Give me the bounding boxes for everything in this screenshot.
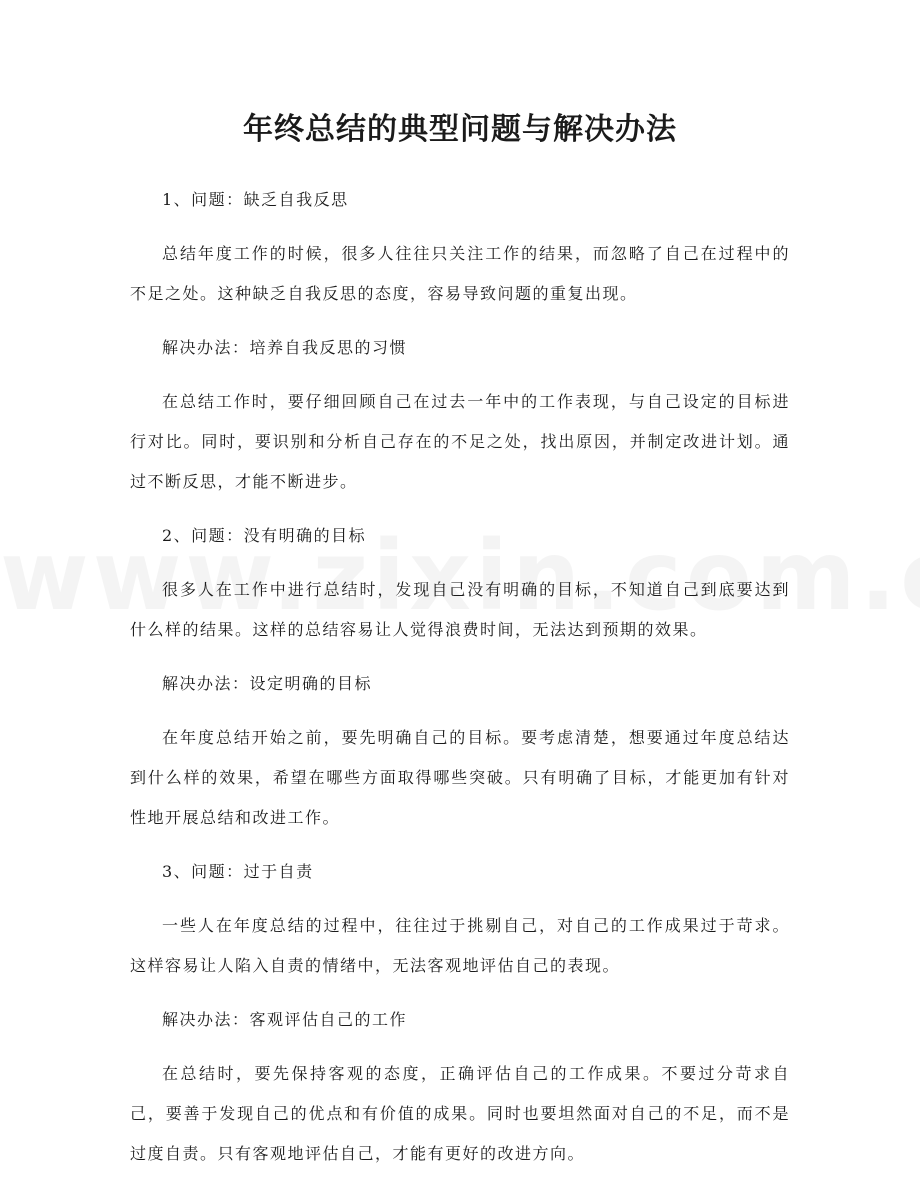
paragraph-problem-1: 总结年度工作的时候，很多人往往只关注工作的结果，而忽略了自己在过程中的不足之处。这种缺乏自我反思的态度，容易导致问题的重复出现。 xyxy=(130,244,790,303)
heading-solution-1: 解决办法：培养自我反思的习惯 xyxy=(162,338,408,357)
heading-solution-3: 解决办法：客观评估自己的工作 xyxy=(162,1010,408,1029)
paragraph-problem-2: 很多人在工作中进行总结时，发现自己没有明确的目标，不知道自己到底要达到什么样的结果。这样的总结容易让人觉得浪费时间，无法达到预期的效果。 xyxy=(130,580,790,639)
heading-solution-2: 解决办法：设定明确的目标 xyxy=(162,674,373,693)
paragraph-problem-3: 一些人在年度总结的过程中，往往过于挑剔自己，对自己的工作成果过于苛求。这样容易让人陷入自责的情绪中，无法客观地评估自己的表现。 xyxy=(130,916,790,975)
paragraph-solution-2: 在年度总结开始之前，要先明确自己的目标。要考虑清楚，想要通过年度总结达到什么样的效果，希望在哪些方面取得哪些突破。只有明确了目标，才能更加有针对性地开展总结和改进工作。 xyxy=(130,728,790,827)
document-body xyxy=(130,180,790,1188)
heading-problem-3: 3、问题：过于自责 xyxy=(162,862,314,881)
document-title: 年终总结的典型问题与解决办法 xyxy=(243,112,677,147)
paragraph-solution-3: 在总结时，要先保持客观的态度，正确评估自己的工作成果。不要过分苛求自己，要善于发现自己的优点和有价值的成果。同时也要坦然面对自己的不足，而不是过度自责。只有客观地评估自己，才能有更好的改进方向。 xyxy=(130,1064,790,1163)
heading-problem-2: 2、问题：没有明确的目标 xyxy=(162,526,367,545)
heading-problem-1: 1、问题：缺乏自我反思 xyxy=(162,190,349,209)
paragraph-solution-1: 在总结工作时，要仔细回顾自己在过去一年中的工作表现，与自己设定的目标进行对比。同时，要识别和分析自己存在的不足之处，找出原因，并制定改进计划。通过不断反思，才能不断进步。 xyxy=(130,392,790,491)
